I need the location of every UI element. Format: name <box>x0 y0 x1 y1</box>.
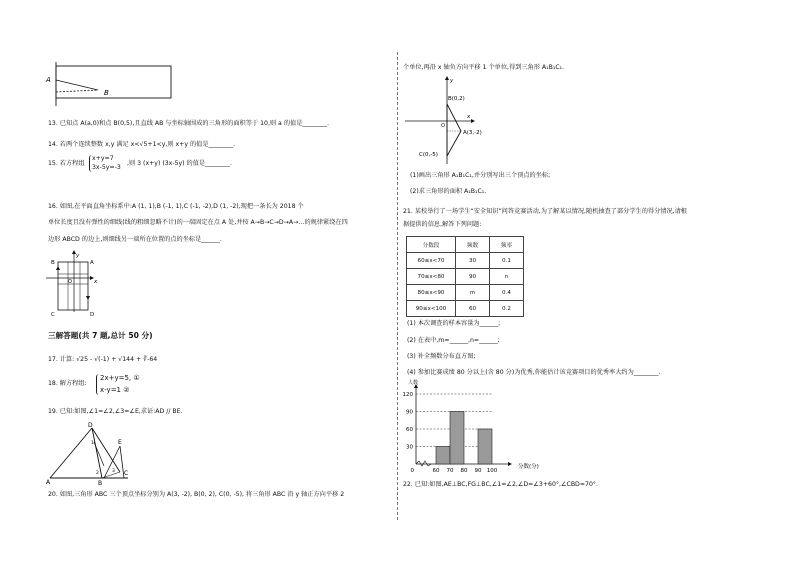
axis-break-zigzag <box>416 461 431 466</box>
table-cell: 30 <box>456 253 490 269</box>
table-row <box>407 285 524 301</box>
point-b-label: B <box>51 260 55 266</box>
question-17: 17. 计算: √25 - √(-1) + √144 + ∛-64 <box>48 356 158 363</box>
question-16-line1: 16. 如图,在平面直角坐标系中:A (1, 1),B (-1, 1),C (-1, -2),D (1, -2),现把一条长为 2018 个 <box>48 203 304 210</box>
table-header-cell: 频率 <box>490 237 524 253</box>
question-16-line3: 边形 ABCD 的边上,则细线另一端所在位置的点的坐标是______. <box>48 236 222 243</box>
axis-x-label: x <box>94 279 98 285</box>
table-cell: 60 <box>456 301 490 317</box>
column-divider <box>397 52 398 520</box>
point-b-label: B <box>98 480 103 487</box>
question-21-line2: 据提供的信息,解答下列问题: <box>403 221 482 228</box>
frequency-table <box>406 236 524 317</box>
point-a-label: A <box>90 260 94 266</box>
point-a-label: A <box>46 76 51 84</box>
origin-label: O <box>68 279 72 285</box>
table-cell: 90 <box>456 269 490 285</box>
y-tick-label: 60 <box>406 427 413 433</box>
x-tick-label: 90 <box>474 468 482 474</box>
question-21-line1: 21. 某校举行了一场学生“安全知识”问答竞赛活动,为了解某以情况,随机抽查了部分学生的得分情况,请根 <box>403 208 687 215</box>
point-c-label: C(0,-5) <box>419 152 438 158</box>
table-cell: 70≤x<80 <box>407 269 456 285</box>
point-b-label: B(0,2) <box>448 96 465 102</box>
point-a-label: A <box>46 479 51 486</box>
histogram-bar <box>436 447 450 465</box>
question-21-part-4: (4) 参加比赛成绩 80 分以上(含 80 分)为优秀,你能估计该竞赛项目的优秀率大约为________. <box>407 369 661 376</box>
question-15-prefix: 15. 若方程组 <box>48 160 85 167</box>
question-18-prefix: 18. 解方程组: <box>48 380 87 387</box>
histogram-bar <box>478 429 492 464</box>
axis-x-label: x <box>467 114 471 120</box>
question-21-part-3: (3) 补全频数分布直方图; <box>407 353 476 360</box>
y-tick-label: 30 <box>406 444 413 451</box>
x-axis-label: 分数(分) <box>518 464 539 470</box>
table-row <box>407 269 524 285</box>
question-21-part-2: (2) 在表中,m=______,n=______; <box>407 337 500 344</box>
frequency-histogram <box>400 380 560 472</box>
x-tick-label: 70 <box>446 468 454 474</box>
table-cell: 90≤x<100 <box>407 301 456 317</box>
question-14: 14. 若两个连续整数 x,y 满足 x<√5+1<y,则 x+y 的值是________. <box>48 141 236 148</box>
question-16-line2: 单位长度且没有弹性的细线(线的粗细忽略不计)的一端固定在点 A 处,并按 A→B→C→D→A→…的规律紧绕在四 <box>48 219 348 226</box>
table-header-row <box>407 237 524 253</box>
y-tick-label: 0 <box>410 468 414 474</box>
point-d-label: D <box>90 312 95 318</box>
table-cell: 0.2 <box>490 301 524 317</box>
question-20-continued: 个单位,再沿 x 轴负方向平移 1 个单位,得到三角形 A₁B₁C₁. <box>403 64 565 71</box>
table-row <box>407 301 524 317</box>
q16-figure <box>46 250 106 318</box>
q20-figure <box>405 76 495 168</box>
point-c-label: C <box>51 312 55 318</box>
table-cell: m <box>456 285 490 301</box>
table-cell: 0.4 <box>490 285 524 301</box>
question-19: 19. 已知:如图,∠1=∠2,∠3=∠E,求证:AD // BE. <box>48 408 183 415</box>
question-22: 22. 已知:如图,AE⊥BC,FG⊥BC,∠1=∠2,∠D=∠3+60°,∠CBD=70°. <box>403 481 598 488</box>
q15-eq2: 3x-5y=-3 <box>92 164 121 171</box>
histogram-bar <box>450 412 464 465</box>
x-tick-label: 100 <box>486 468 498 474</box>
y-tick-label: 120 <box>402 392 413 398</box>
q15-eq1: x+y=7 <box>92 155 114 162</box>
table-cell: 80≤x<90 <box>407 285 456 301</box>
axis-y-label: y <box>450 78 454 84</box>
table-cell: 0.1 <box>490 253 524 269</box>
question-21-part-1: (1) 本次调查的样本容量为______; <box>407 320 501 327</box>
question-20-part-1: (1)画出三角形 A₁B₁C₁,并分别写出三个顶点的坐标; <box>410 172 551 179</box>
table-cell: n <box>490 269 524 285</box>
axis-y-label: y <box>76 253 80 259</box>
point-c-label: C <box>124 470 129 477</box>
x-tick-label: 60 <box>432 468 440 474</box>
origin-label: O <box>441 123 445 129</box>
table-header-cell: 分数段 <box>407 237 456 253</box>
angle-1-label: 1 <box>91 441 94 446</box>
table-header-cell: 频数 <box>456 237 490 253</box>
point-d-label: D <box>88 422 93 429</box>
point-a-label: A(3,-2) <box>463 130 482 136</box>
y-axis-label: 人数 <box>408 380 419 386</box>
point-b-label: B <box>104 89 109 97</box>
question-20-part-2: (2)求三角形的面积 A₁B₁C₁. <box>410 188 487 195</box>
table-row <box>407 253 524 269</box>
angle-3-label: 3 <box>112 469 115 474</box>
q18-eq1: 2x+y=5, ① <box>100 374 140 382</box>
table-cell: 60≤x<70 <box>407 253 456 269</box>
q19-figure <box>46 422 136 487</box>
point-e-label: E <box>118 439 122 446</box>
question-13: 13. 已知点 A(a,0)和点 B(0,5),且直线 AB 与坐标轴围成的三角形的面积等于 10,则 a 的值是________. <box>48 120 330 127</box>
question-20: 20. 如图,三角形 ABC 三个顶点坐标分别为 A(3, -2), B(0, 2), C(0, -5), 将三角形 ABC 沿 y 轴正方向平移 2 <box>48 491 345 498</box>
section-3-heading: 三解答题(共 7 题,总计 50 分) <box>48 331 153 340</box>
question-15-suffix: ,则 3 (x+y) (3x-5y) 的值是________. <box>127 160 232 167</box>
angle-2-label: 2 <box>96 471 99 476</box>
y-tick-label: 90 <box>406 409 413 416</box>
x-tick-label: 80 <box>460 468 468 474</box>
q12-figure <box>46 62 176 107</box>
x-axis-arrow <box>508 462 512 466</box>
q18-eq2: x-y=1 ② <box>100 386 130 394</box>
